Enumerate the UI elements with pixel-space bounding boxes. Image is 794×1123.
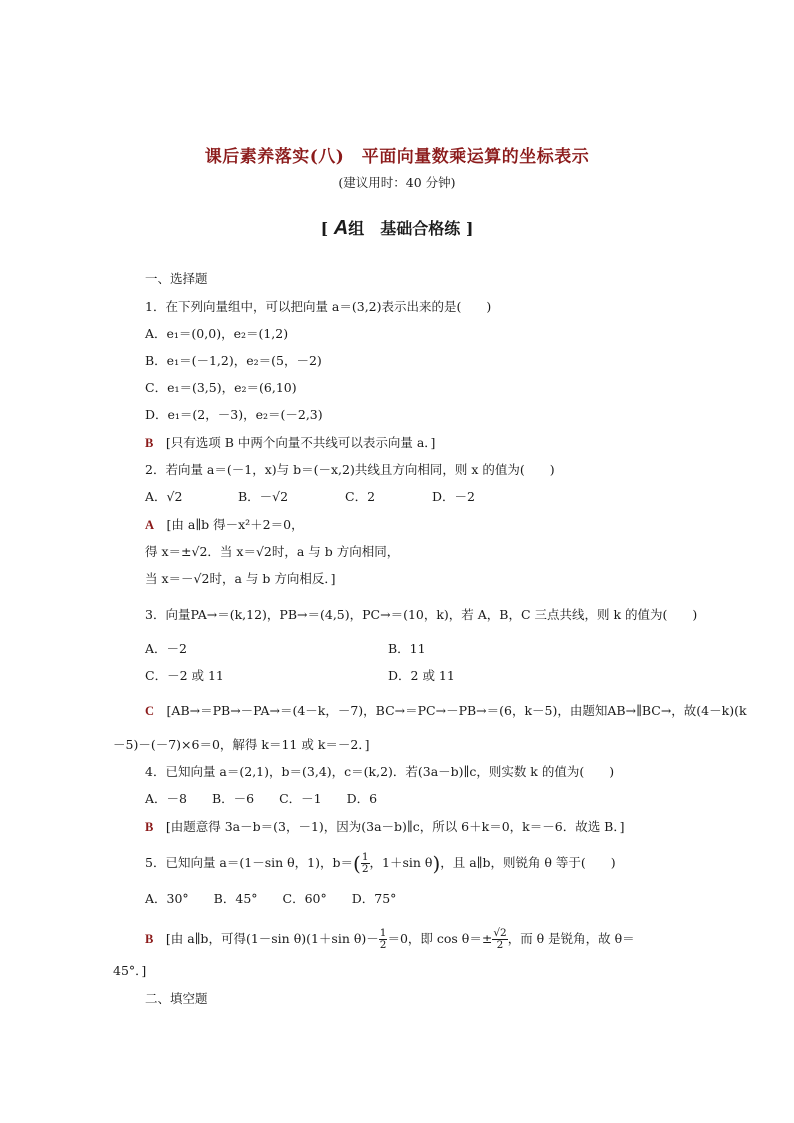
question-3-answer-line-2: －5)－(－7)×6＝0，解得 k＝11 或 k＝－2．] bbox=[113, 737, 370, 752]
question-4-answer bbox=[145, 818, 624, 836]
time-suggestion: (建议用时：40 分钟) bbox=[338, 175, 456, 190]
fraction bbox=[492, 928, 507, 951]
question-1-option-d: D．e₁＝(2，－3)，e₂＝(－2,3) bbox=[145, 407, 323, 422]
fraction-numerator: √2 bbox=[493, 927, 507, 939]
question-2-stem: 2．若向量 a＝(－1，x)与 b＝(－x,2)共线且方向相同，则 x 的值为( ) bbox=[145, 462, 555, 477]
question-2-answer-line-1 bbox=[145, 516, 304, 534]
group-label: 组 基础合格练 bbox=[348, 219, 461, 238]
question-5-stem bbox=[145, 852, 616, 875]
fraction-numerator: 1 bbox=[361, 851, 369, 863]
question-3-stem: 3．向量PA→＝(k,12)，PB→＝(4,5)，PC→＝(10，k)，若 A，B，C 三点共线，则 k 的值为( ) bbox=[145, 607, 698, 622]
answer-part: ，而 θ 是锐角，故 θ＝ bbox=[507, 931, 635, 946]
question-1-option-c: C．e₁＝(3,5)，e₂＝(6,10) bbox=[145, 380, 297, 395]
answer-letter: C bbox=[145, 704, 155, 718]
fraction-numerator: 1 bbox=[379, 927, 387, 939]
answer-explanation: [由题意得 3a－b＝(3，－1)，因为(3a－b)∥c，所以 6＋k＝0，k＝－6．故选 B．] bbox=[165, 819, 625, 834]
question-3-option-b: B．11 bbox=[388, 641, 426, 656]
paren-right: ) bbox=[432, 851, 441, 876]
group-bracket-left: [ bbox=[320, 219, 329, 238]
stem-part: 5．已知向量 a＝(1－sin θ，1)，b＝ bbox=[145, 855, 354, 870]
page-title: 课后素养落实(八) 平面向量数乘运算的坐标表示 bbox=[204, 147, 590, 167]
section-heading-choice: 一、选择题 bbox=[145, 271, 208, 286]
answer-explanation: [由 a∥b 得－x²＋2＝0， bbox=[166, 517, 304, 532]
group-bracket-right: ] bbox=[465, 219, 474, 238]
stem-part: ，1＋sin θ bbox=[369, 855, 433, 870]
answer-letter: B bbox=[145, 820, 154, 834]
question-1-option-a: A．e₁＝(0,0)，e₂＝(1,2) bbox=[145, 326, 289, 341]
question-3-answer-line-1 bbox=[145, 702, 747, 720]
fraction bbox=[361, 852, 370, 875]
answer-explanation: [只有选项 B 中两个向量不共线可以表示向量 a．] bbox=[165, 435, 436, 450]
question-3-option-d: D．2 或 11 bbox=[388, 668, 455, 683]
question-2-answer-line-3: 当 x＝－√2时，a 与 b 方向相反．] bbox=[145, 571, 336, 586]
question-5-options: A．30° B．45° C．60° D．75° bbox=[145, 891, 397, 906]
stem-part: ，且 a∥b，则锐角 θ 等于( ) bbox=[440, 855, 616, 870]
question-4-options: A．－8 B．－6 C．－1 D．6 bbox=[145, 791, 378, 806]
fraction-denominator: 2 bbox=[496, 939, 504, 951]
answer-letter: A bbox=[145, 518, 155, 532]
question-3-option-c: C．－2 或 11 bbox=[145, 668, 224, 683]
question-5-answer-line-1 bbox=[145, 928, 635, 951]
question-2-option-a: A．√2 bbox=[145, 489, 183, 504]
question-1-stem: 1．在下列向量组中，可以把向量 a＝(3,2)表示出来的是( ) bbox=[145, 299, 492, 314]
question-1-answer bbox=[145, 434, 435, 452]
answer-explanation: [AB→＝PB→－PA→＝(4－k，－7)，BC→＝PC→－PB→＝(6，k－5)，由题知AB→∥BC→，故(4－k)(k bbox=[166, 703, 747, 718]
answer-part: [由 a∥b，可得(1－sin θ)(1＋sin θ)－ bbox=[165, 931, 379, 946]
question-5-answer-line-2: 45°．] bbox=[113, 963, 147, 978]
question-2-option-b: B．－√2 bbox=[238, 489, 289, 504]
question-2-answer-line-2: 得 x＝±√2．当 x＝√2时，a 与 b 方向相同， bbox=[145, 544, 400, 559]
paren-left: ( bbox=[353, 851, 361, 876]
question-4-stem: 4．已知向量 a＝(2,1)，b＝(3,4)，c＝(k,2)．若(3a－b)∥c，则实数 k 的值为( ) bbox=[145, 764, 615, 779]
group-heading bbox=[0, 216, 794, 240]
answer-letter: B bbox=[145, 436, 154, 450]
answer-letter: B bbox=[145, 932, 154, 946]
question-2-option-d: D．－2 bbox=[432, 489, 475, 504]
section-heading-fill: 二、填空题 bbox=[145, 991, 208, 1006]
question-2-option-c: C．2 bbox=[345, 489, 376, 504]
question-3-option-a: A．－2 bbox=[145, 641, 187, 656]
answer-part: ＝0，即 cos θ＝± bbox=[387, 931, 493, 946]
fraction-denominator: 2 bbox=[379, 939, 387, 951]
fraction-denominator: 2 bbox=[361, 863, 369, 875]
question-1-option-b: B．e₁＝(－1,2)，e₂＝(5，－2) bbox=[145, 353, 322, 368]
group-letter: A bbox=[333, 217, 349, 239]
